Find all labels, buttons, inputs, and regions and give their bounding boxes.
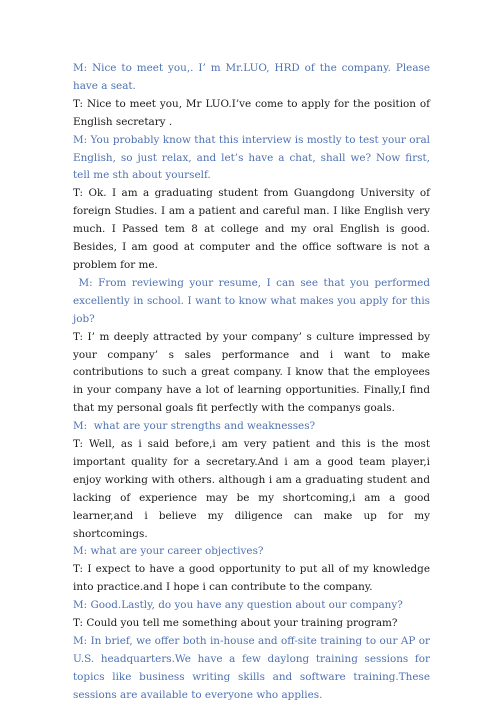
interview-dialogue xyxy=(73,60,434,705)
interviewer-line: M: You probably know that this interview is mostly to test your oral English, so just relax, and let’s have a chat, shall we? Now first, tell me sth about yourself. xyxy=(73,133,434,182)
candidate-line: T: Nice to meet you, Mr LUO.I’ve come to apply for the position of English secretary . xyxy=(73,97,434,128)
candidate-line: T: Could you tell me something about your training program? xyxy=(73,617,398,630)
interviewer-line: M: Nice to meet you,. I’ m Mr.LUO, HRD of the company. Please have a seat. xyxy=(73,62,434,92)
interviewer-line: M: Good.Lastly, do you have any question about our company? xyxy=(73,599,403,612)
interviewer-line: M: what are your strengths and weaknesses? xyxy=(73,420,316,433)
candidate-line: T: I expect to have a good opportunity to put all of my knowledge into practice.and I hope i can contribute to the company. xyxy=(73,563,434,594)
candidate-line: T: I’ m deeply attracted by your company’ s culture impressed by your company’ s sales performance and i want to make contributions to such a great company. I know that the employees in your company have a lot of learning opportunities. Finally,I find that my personal goals fit perfectly with the companys goals. xyxy=(73,330,434,415)
interviewer-line: M: what are your career objectives? xyxy=(73,545,264,558)
candidate-line: T: Ok. I am a graduating student from Guangdong University of foreign Studies. I am a patient and careful man. I like English very much. I Passed tem 8 at college and my oral English is good. Besides, I am good at computer and the office software is not a problem for me. xyxy=(73,187,434,271)
interviewer-line: M: In brief, we offer both in-house and off-site training to our AP or U.S. headquarters.We have a few daylong training sessions for topics like business writing skills and software training.These sessions are available to everyone who applies. xyxy=(73,635,434,701)
candidate-line: T: Well, as i said before,i am very patient and this is the most important quality for a secretary.And i am a good team player,i enjoy working with others. although i am a graduating student and lacking of experience may be my shortcoming,i am a good learner,and i believe my diligence can make up for my shortcomings. xyxy=(73,438,434,540)
interviewer-line: M: From reviewing your resume, I can see that you performed excellently in school. I want to know what makes you apply for this job? xyxy=(73,276,434,325)
